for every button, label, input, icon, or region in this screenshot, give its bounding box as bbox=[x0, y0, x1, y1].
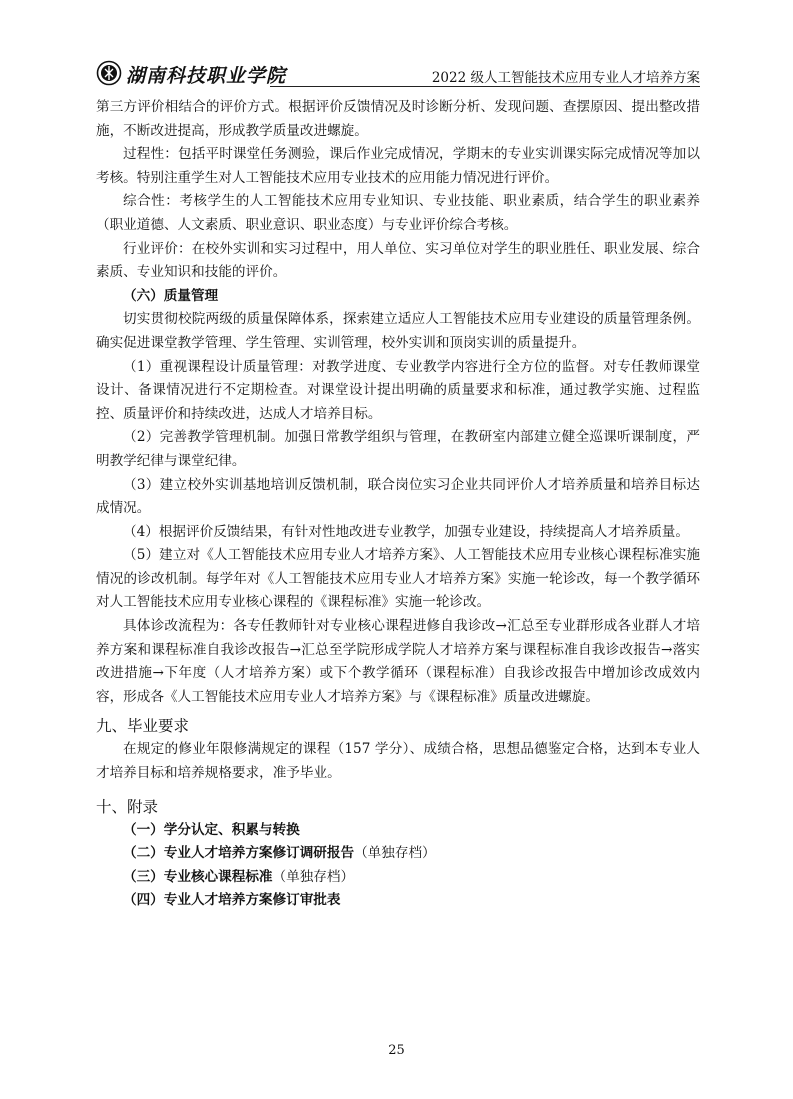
paragraph: 切实贯彻校院两级的质量保障体系，探索建立适应人工智能技术应用专业建设的质量管理条例。确实促进课堂教学管理、学生管理、实训管理，校外实训和顶岗实训的质量提升。 bbox=[96, 311, 700, 351]
document-title: 2022 级人工智能技术应用专业人才培养方案 bbox=[431, 70, 700, 86]
section-heading: 九、毕业要求 bbox=[96, 717, 190, 736]
school-logo-text: 湖南科技职业学院 bbox=[126, 65, 287, 87]
paragraph: 过程性：包括平时课堂任务测验，课后作业完成情况，学期末的专业实训课实际完成情况等加以考核。特别注重学生对人工智能技术应用专业技术的应用能力情况进行评价。 bbox=[96, 146, 700, 186]
subsection-heading: （六）质量管理 bbox=[123, 287, 219, 304]
section-heading: 十、附录 bbox=[96, 797, 159, 816]
paragraph: （2）完善教学管理机制。加强日常教学组织与管理，在教研室内部建立健全巡课听课制度，严明教学纪律与课堂纪律。 bbox=[96, 429, 700, 469]
paragraph: （1）重视课程设计质量管理：对教学进度、专业教学内容进行全方位的监督。对专任教师课堂设计、备课情况进行不定期检查。对课堂设计提出明确的质量要求和标准，通过教学实施、过程监控、质量评价和持续改进，达成人才培养目标。 bbox=[96, 358, 700, 422]
paragraph: 行业评价：在校外实训和实习过程中，用人单位、实习单位对学生的职业胜任、职业发展、综合素质、专业知识和技能的评价。 bbox=[96, 240, 700, 281]
paragraph: 综合性：考核学生的人工智能技术应用专业知识、专业技能、职业素质，结合学生的职业素养（职业道德、人文素质、职业意识、职业态度）与专业评价综合考核。 bbox=[96, 193, 700, 233]
paragraph: （3）建立校外实训基地培训反馈机制，联合岗位实习企业共同评价人才培养质量和培养目标达成情况。 bbox=[96, 476, 700, 517]
appendix-item: （三）专业核心课程标准（单独存档） bbox=[123, 868, 355, 885]
appendix-item: （一）学分认定、积累与转换 bbox=[123, 821, 300, 838]
page-number: 25 bbox=[388, 1043, 405, 1058]
appendix-item: （四）专业人才培养方案修订审批表 bbox=[123, 892, 341, 909]
paragraph: 在规定的修业年限修满规定的课程（157 学分）、成绩合格，思想品德鉴定合格，达到本专业人才培养目标和培养规格要求，准予毕业。 bbox=[96, 741, 700, 782]
paragraph: （5）建立对《人工智能技术应用专业人才培养方案》、人工智能技术应用专业核心课程标准实施情况的诊改机制。每学年对《人工智能技术应用专业人才培养方案》实施一轮诊改，每一个教学循环对人工智能技术应用专业核心课程的《课程标准》实施一轮诊改。 bbox=[96, 547, 700, 611]
school-emblem-icon bbox=[96, 60, 122, 86]
appendix-item: （二）专业人才培养方案修订调研报告（单独存档） bbox=[123, 845, 436, 862]
paragraph: 具体诊改流程为：各专任教师针对专业核心课程进修自我诊改→汇总至专业群形成各业群人才培养方案和课程标准自我诊改报告→汇总至学院形成学院人才培养方案与课程标准自我诊改报告→落实改进措施→下年度（人才培养方案）或下个教学循环（课程标准）自我诊改报告中增加诊改成效内容，形成各《人工智能技术应用专业人才培养方案》与《课程标准》质量改进螺旋。 bbox=[96, 618, 700, 705]
paragraph: （4）根据评价反馈结果，有针对性地改进专业教学，加强专业建设，持续提高人才培养质量。 bbox=[123, 523, 689, 540]
page-header bbox=[96, 58, 700, 90]
paragraph: 第三方评价相结合的评价方式。根据评价反馈情况及时诊断分析、发现问题、查摆原因、提出整改措施，不断改进提高，形成教学质量改进螺旋。 bbox=[96, 99, 700, 139]
appendix-list bbox=[96, 819, 700, 913]
header-divider bbox=[270, 86, 700, 87]
page-body bbox=[96, 96, 700, 913]
